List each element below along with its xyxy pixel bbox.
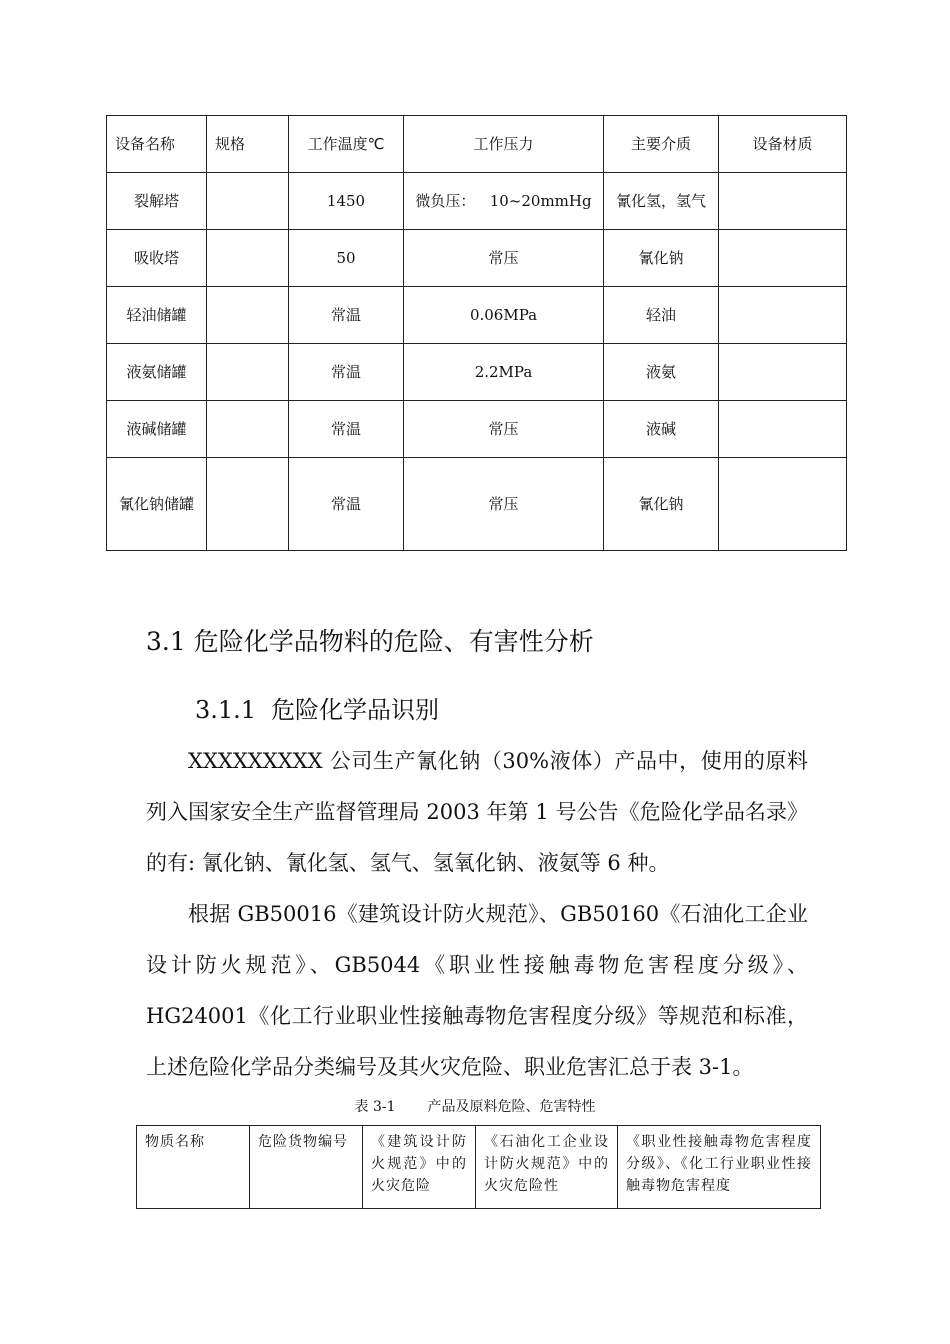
table-row [107,401,847,458]
subsection-number: 3.1.1 [195,696,257,724]
table-cell [719,344,847,401]
subsection-title: 危险化学品识别 [271,696,439,724]
table-cell: 1450 [289,173,404,230]
header-cell: 物质名称 [137,1126,250,1209]
table-cell [207,458,289,551]
table-caption-title: 产品及原料危险、危害特性 [427,1099,596,1115]
table-cell: 轻油储罐 [107,287,207,344]
table-cell [207,230,289,287]
table-cell: 裂解塔 [107,173,207,230]
table-cell: 吸收塔 [107,230,207,287]
table-cell [719,401,847,458]
table-row [107,230,847,287]
table-cell: 液氨 [604,344,719,401]
header-cell: 工作温度℃ [289,116,404,173]
hazard-table-header [137,1126,821,1209]
equipment-table-header [107,116,847,173]
table-cell: 常压 [404,230,604,287]
table-cell: 氰化钠 [604,230,719,287]
table-cell [207,287,289,344]
section-number: 3.1 [146,627,186,656]
table-cell: 氰化钠 [604,458,719,551]
table-cell: 常温 [289,344,404,401]
table-cell: 微负压： 10~20mmHg [404,173,604,230]
table-row [107,458,847,551]
table-cell [719,287,847,344]
table-cell: 2.2MPa [404,344,604,401]
table-cell: 50 [289,230,404,287]
table-caption-number: 表 3-1 [354,1099,396,1115]
table-row [107,173,847,230]
table-caption [0,1096,950,1116]
table-cell: 轻油 [604,287,719,344]
section-heading [146,622,594,658]
equipment-table [106,115,847,551]
paragraph: XXXXXXXXX 公司生产氰化钠（30%液体）产品中，使用的原料列入国家安全生产监督管理局 2003 年第 1 号公告《危险化学品名录》的有: 氰化钠、氰化氢、氢气、氢氧化钠、液氨等 6 种。 [146,749,808,875]
table-cell: 液碱 [604,401,719,458]
table-cell [207,401,289,458]
header-cell: 工作压力 [404,116,604,173]
hazard-table [136,1125,821,1209]
table-row [107,287,847,344]
table-cell: 常温 [289,287,404,344]
paragraph: 根据 GB50016《建筑设计防火规范》、GB50160《石油化工企业设计防火规范》、GB5044《职业性接触毒物危害程度分级》、HG24001《化工行业职业性接触毒物危害程度分级》等规范和标准，上述危险化学品分类编号及其火灾危险、职业危害汇总于表 3-1。 [146,902,808,1079]
table-cell: 氰化钠储罐 [107,458,207,551]
header-cell: 规格 [207,116,289,173]
header-cell: 主要介质 [604,116,719,173]
section-title: 危险化学品物料的危险、有害性分析 [193,627,594,656]
table-cell: 液氨储罐 [107,344,207,401]
table-row [107,344,847,401]
table-cell: 常温 [289,458,404,551]
table-cell [719,173,847,230]
header-cell: 危险货物编号 [250,1126,363,1209]
table-cell: 0.06MPa [404,287,604,344]
table-cell: 氰化氢，氢气 [604,173,719,230]
header-cell: 设备材质 [719,116,847,173]
table-cell: 常压 [404,401,604,458]
header-cell: 设备名称 [107,116,207,173]
table-cell: 液碱储罐 [107,401,207,458]
table-cell [207,173,289,230]
header-cell: 《职业性接触毒物危害程度分级》、《化工行业职业性接触毒物危害程度 [618,1126,821,1209]
table-cell [719,230,847,287]
table-cell: 常温 [289,401,404,458]
table-cell [207,344,289,401]
header-cell: 《石油化工企业设计防火规范》中的火灾危险性 [476,1126,618,1209]
header-cell: 《建筑设计防火规范》中的火灾危险 [363,1126,476,1209]
table-cell: 常压 [404,458,604,551]
table-cell [719,458,847,551]
subsection-heading [195,690,439,725]
